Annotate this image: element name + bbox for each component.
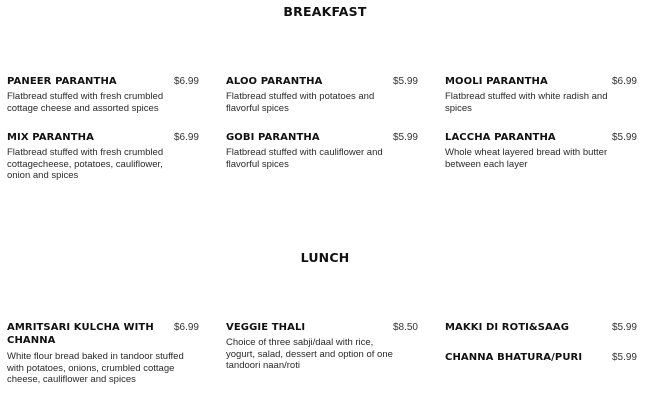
menu-item-name: LACCHA PARANTHA: [445, 132, 556, 143]
menu-item-name: MIX PARANTHA: [7, 132, 94, 143]
menu-item-veggie-thali: [226, 321, 418, 372]
menu-item-name: MAKKI DI ROTI&SAAG: [445, 322, 570, 333]
menu-item-description: Whole wheat layered bread with butter between each layer: [445, 147, 608, 170]
menu-item-name: CHANNA BHATURA/PURI: [445, 352, 583, 363]
menu-item-mooli-parantha: [445, 75, 637, 114]
menu-item-description: Flatbread stuffed with potatoes and flavorful spices: [226, 91, 375, 114]
menu-item-name: ALOO PARANTHA: [226, 76, 323, 87]
menu-item-laccha-parantha: [445, 131, 637, 170]
breakfast-heading: BREAKFAST: [283, 4, 367, 19]
menu-item-mix-parantha: [7, 131, 199, 182]
menu-item-paneer-parantha: [7, 75, 199, 114]
menu-item-price: $5.99: [392, 132, 418, 143]
menu-item-description: Flatbread stuffed with fresh crumbled cottage cheese and assorted spices: [7, 91, 164, 114]
menu-item-price: $6.99: [173, 76, 199, 87]
menu-item-price: $5.99: [611, 132, 637, 143]
menu-item-amritsari-kulcha: [7, 321, 199, 386]
menu-item-name: PANEER PARANTHA: [7, 76, 117, 87]
menu-item-price: $8.50: [392, 322, 418, 333]
menu-item-description: Flatbread stuffed with white radish and spices: [445, 91, 608, 114]
menu-item-name: VEGGIE THALI: [226, 322, 306, 333]
menu-item-price: $6.99: [173, 132, 199, 143]
menu-item-description: Choice of three sabji/daal with rice, yogurt, salad, dessert and option of one tandoori naan/roti: [226, 337, 393, 371]
menu-item-price: $5.99: [611, 352, 637, 363]
menu-item-price: $5.99: [611, 322, 637, 333]
menu-item-price: $5.99: [392, 76, 418, 87]
menu-item-description: White flour bread baked in tandoor stuffed with potatoes, onions, crumbled cottage cheese, cauliflower and spices: [7, 351, 184, 385]
menu-item-aloo-parantha: [226, 75, 418, 114]
menu-item-channa-bhatura-puri: [445, 351, 637, 365]
menu-item-price: $6.99: [611, 76, 637, 87]
menu-item-price: $6.99: [173, 322, 199, 333]
menu-item-makki-di-roti-saag: [445, 321, 637, 335]
menu-item-name: GOBI PARANTHA: [226, 132, 320, 143]
menu-item-name: AMRITSARI KULCHA WITH CHANNA: [7, 322, 154, 346]
lunch-heading: LUNCH: [300, 250, 350, 265]
menu-item-name: MOOLI PARANTHA: [445, 76, 548, 87]
menu-item-gobi-parantha: [226, 131, 418, 170]
menu-item-description: Flatbread stuffed with cauliflower and flavorful spices: [226, 147, 383, 170]
menu-item-description: Flatbread stuffed with fresh crumbled cottagecheese, potatoes, cauliflower, onion and spices: [7, 147, 164, 181]
